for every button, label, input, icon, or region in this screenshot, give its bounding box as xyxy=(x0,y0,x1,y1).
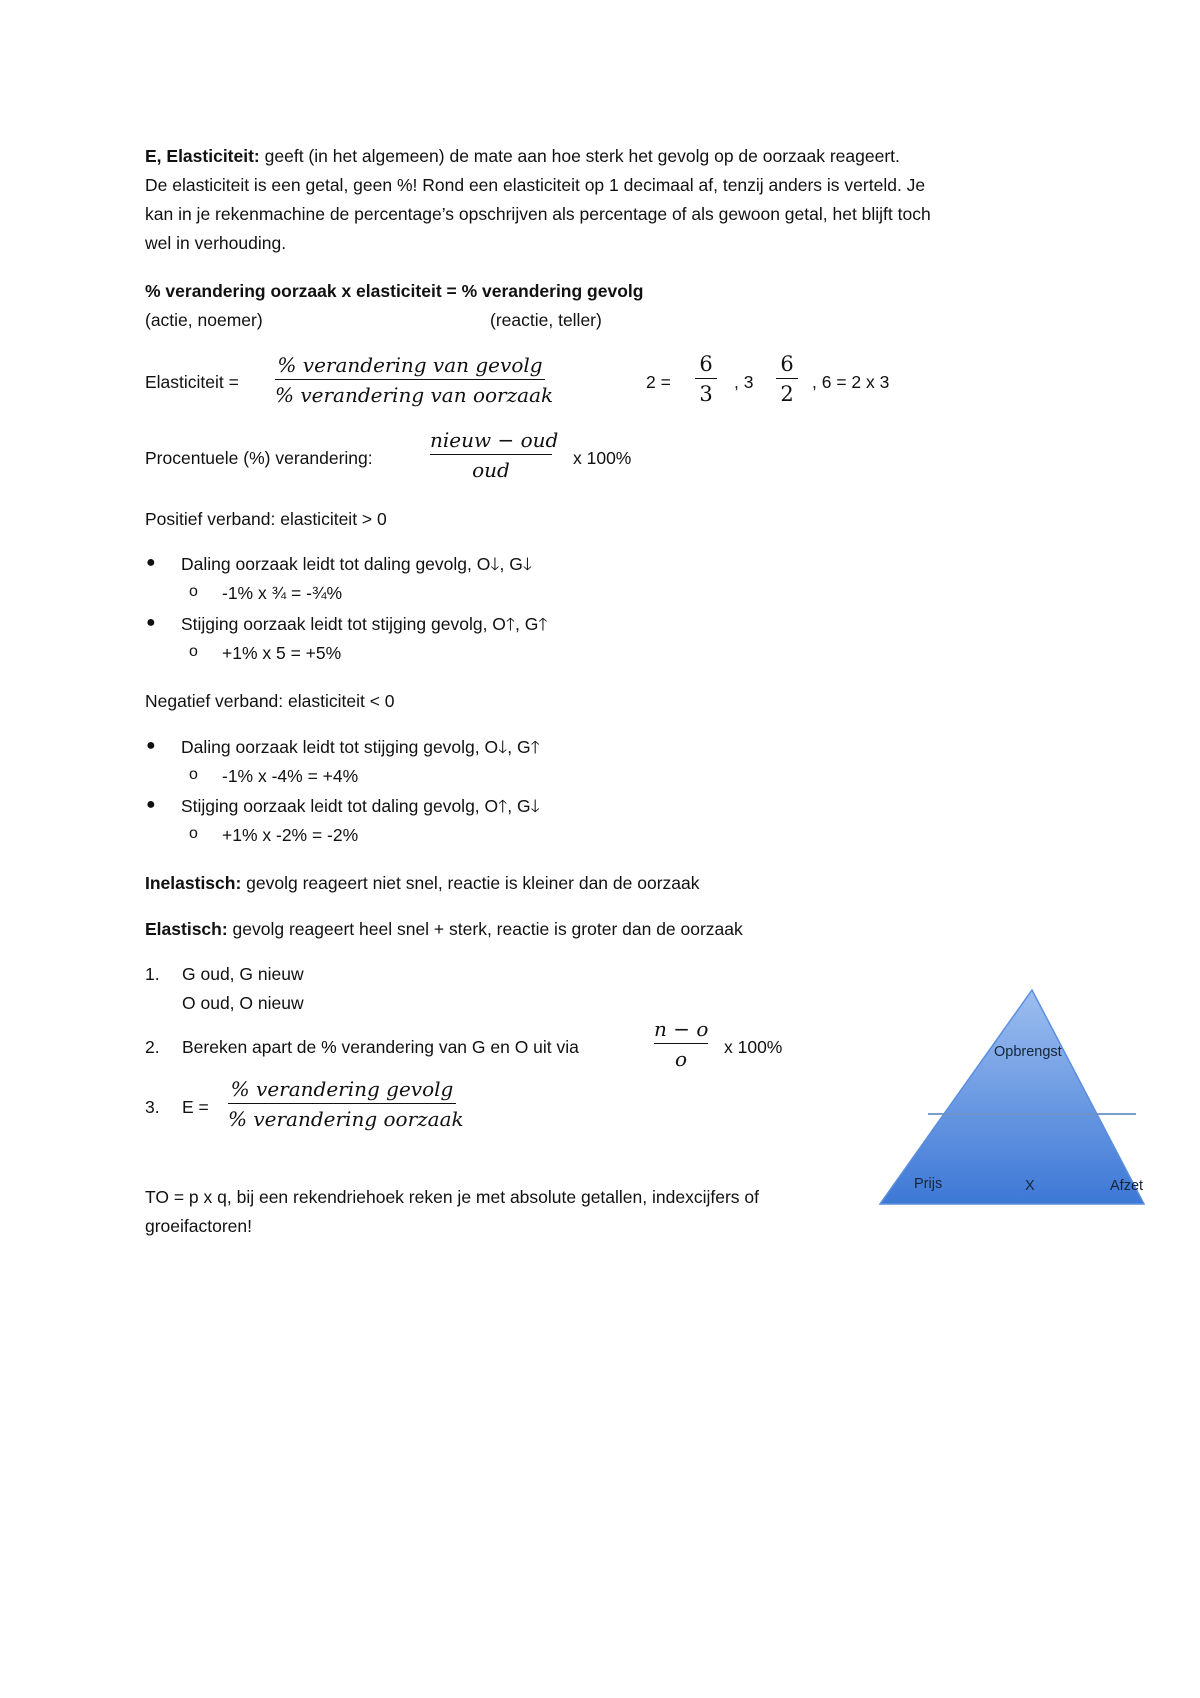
fraction-bar xyxy=(776,378,798,379)
percent-change-suffix: x 100% xyxy=(573,448,632,468)
triangle-label-price: Prijs xyxy=(914,1176,943,1192)
step-1-number: 1. xyxy=(145,964,160,984)
example-fraction-2-den: 2 xyxy=(780,382,794,406)
inelastic-term: Inelastisch: xyxy=(145,873,242,893)
example-fraction-1 xyxy=(695,352,717,406)
elasticity-numerator: % verandering van gevolg xyxy=(277,353,543,377)
revenue-triangle xyxy=(878,988,1146,1208)
step-2-number: 2. xyxy=(145,1037,160,1057)
elastic-term: Elastisch: xyxy=(145,919,228,939)
arrow-up-icon: 🡑 xyxy=(498,796,508,816)
bullet-dot-icon: ● xyxy=(146,614,156,631)
inelastic-rest: gevolg reageert niet snel, reactie is kleiner dan de oorzaak xyxy=(241,873,700,893)
positive-item-2-mid: , G xyxy=(515,614,539,634)
elasticity-denominator: % verandering van oorzaak xyxy=(275,383,554,407)
triangle-label-sales: Afzet xyxy=(1110,1178,1144,1194)
percent-change-denominator: oud xyxy=(472,458,510,482)
arrow-down-icon: 🡓 xyxy=(522,554,532,574)
fraction-bar xyxy=(654,1043,708,1044)
positive-heading: Positief verband: elasticiteit > 0 xyxy=(145,509,387,529)
positive-item-1-text: Daling oorzaak leidt tot daling gevolg, O xyxy=(181,554,491,574)
step-3-fraction xyxy=(228,1077,464,1131)
arrow-down-icon: 🡓 xyxy=(498,737,508,757)
step-3-label: E = xyxy=(182,1097,209,1117)
formula-right-note: (reactie, teller) xyxy=(490,310,602,330)
elasticity-fraction xyxy=(275,353,554,407)
arrow-up-icon: 🡑 xyxy=(530,737,540,757)
fraction-bar xyxy=(228,1103,456,1104)
negative-heading: Negatief verband: elasticiteit < 0 xyxy=(145,691,395,711)
step-2-denominator: o xyxy=(674,1047,688,1071)
example-tail: , 6 = 2 x 3 xyxy=(812,372,890,392)
example-prefix: 2 = xyxy=(646,372,671,392)
elasticity-label: Elasticiteit = xyxy=(145,372,239,392)
positive-item-2 xyxy=(181,614,547,635)
triangle-label-times: X xyxy=(1025,1178,1035,1194)
intro-line-1-rest: geeft (in het algemeen) de mate aan hoe sterk het gevolg op de oorzaak reageert. xyxy=(259,146,900,166)
bullet-dot-icon: ● xyxy=(146,737,156,754)
circle-o-icon: o xyxy=(189,643,198,660)
negative-item-1 xyxy=(181,737,540,758)
step-2-fraction xyxy=(654,1017,708,1071)
to-note-line-2: groeifactoren! xyxy=(145,1216,253,1236)
inelastic-definition xyxy=(145,873,699,894)
step-2-text: Bereken apart de % verandering van G en O uit via xyxy=(182,1037,579,1057)
example-fraction-1-num: 6 xyxy=(699,352,713,376)
negative-item-1-mid: , G xyxy=(507,737,531,757)
negative-item-1-sub: -1% x -4% = +4% xyxy=(222,766,359,786)
formula-left-note: (actie, noemer) xyxy=(145,310,263,330)
negative-item-2-sub: +1% x -2% = -2% xyxy=(222,825,359,845)
arrow-down-icon: 🡓 xyxy=(530,796,540,816)
bullet-dot-icon: ● xyxy=(146,554,156,571)
bullet-dot-icon: ● xyxy=(146,796,156,813)
step-2-numerator: n − o xyxy=(654,1017,709,1041)
percent-change-label: Procentuele (%) verandering: xyxy=(145,448,373,468)
example-fraction-2 xyxy=(776,352,798,406)
percent-change-numerator: nieuw − oud xyxy=(430,428,559,452)
elastic-rest: gevolg reageert heel snel + sterk, reactie is groter dan de oorzaak xyxy=(227,919,743,939)
circle-o-icon: o xyxy=(189,583,198,600)
step-1-line-1: G oud, G nieuw xyxy=(182,964,304,984)
elasticity-term: E, Elasticiteit: xyxy=(145,146,260,166)
triangle-shape xyxy=(878,988,1146,1208)
circle-o-icon: o xyxy=(189,825,198,842)
negative-item-1-text: Daling oorzaak leidt tot stijging gevolg, O xyxy=(181,737,499,757)
negative-item-2-text: Stijging oorzaak leidt tot daling gevolg, O xyxy=(181,796,499,816)
positive-item-2-sub: +1% x 5 = +5% xyxy=(222,643,342,663)
negative-item-2 xyxy=(181,796,540,817)
arrow-up-icon: 🡑 xyxy=(538,614,548,634)
positive-item-2-text: Stijging oorzaak leidt tot stijging gevolg, O xyxy=(181,614,506,634)
intro-line-1 xyxy=(145,146,900,167)
step-3-number: 3. xyxy=(145,1097,160,1117)
positive-item-1 xyxy=(181,554,532,575)
example-fraction-1-den: 3 xyxy=(699,382,713,406)
triangle-label-revenue: Opbrengst xyxy=(994,1044,1062,1060)
fraction-bar xyxy=(430,454,552,455)
example-fraction-2-num: 6 xyxy=(780,352,794,376)
positive-item-1-mid: , G xyxy=(499,554,523,574)
fraction-bar xyxy=(275,379,545,380)
arrow-up-icon: 🡑 xyxy=(505,614,516,634)
main-formula: % verandering oorzaak x elasticiteit = % verandering gevolg xyxy=(145,281,644,301)
elastic-definition xyxy=(145,919,743,940)
percent-change-fraction xyxy=(430,428,559,482)
intro-line-4: wel in verhouding. xyxy=(145,233,287,253)
step-3-denominator: % verandering oorzaak xyxy=(228,1107,464,1131)
step-3-numerator: % verandering gevolg xyxy=(230,1077,454,1101)
intro-line-3: kan in je rekenmachine de percentage’s opschrijven als percentage of als gewoon getal, het blijft toch xyxy=(145,204,931,224)
fraction-bar xyxy=(695,378,717,379)
example-separator: , 3 xyxy=(734,372,754,392)
to-note-line-1: TO = p x q, bij een rekendriehoek reken je met absolute getallen, indexcijfers of xyxy=(145,1187,759,1207)
step-1-line-2: O oud, O nieuw xyxy=(182,993,304,1013)
intro-line-2: De elasticiteit is een getal, geen %! Rond een elasticiteit op 1 decimaal af, tenzij anders is verteld. Je xyxy=(145,175,926,195)
positive-item-1-sub: -1% x ¾ = -¾% xyxy=(222,583,343,603)
arrow-down-icon: 🡓 xyxy=(490,554,500,574)
circle-o-icon: o xyxy=(189,766,198,783)
step-2-suffix: x 100% xyxy=(724,1037,783,1057)
negative-item-2-mid: , G xyxy=(507,796,531,816)
